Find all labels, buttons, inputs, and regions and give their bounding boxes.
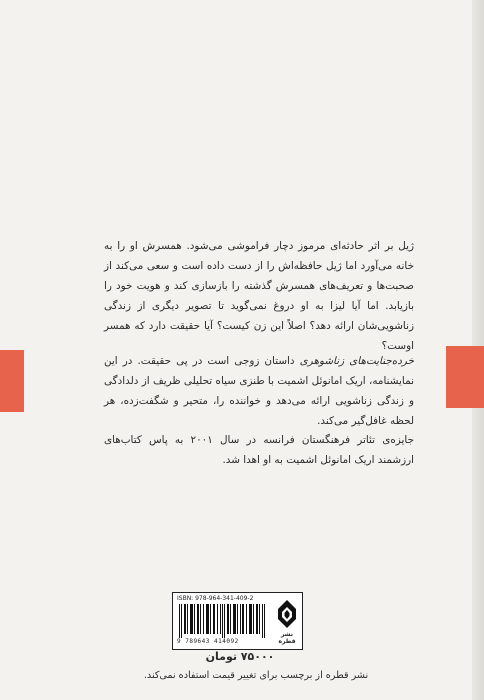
blurb-text-1: ژیل بر اثر حادثه‌ای مرموز دچار فراموشی می‌شود. همسرش او را به خانه می‌آورد اما ژیل حافظه‌اش را از دست داده است و سعی می‌کند از صحبت‌ها و تعریف‌های همسرش گذشته را بازسازی کند و هویت خود را بازیابد. اما آیا لیزا به او دروغ نمی‌گوید تا تصویر دیگری از زندگی زناشویی‌شان ارائه دهد؟ اصلاً این زن کیست؟ آیا حقیقت دارد که همسر اوست؟	[104, 240, 414, 352]
play-title: خرده‌جنایت‌های زناشوهری	[299, 355, 414, 367]
qatreh-publisher-logo-icon	[276, 599, 298, 629]
publisher-logo-panel	[272, 592, 303, 650]
barcode-panel	[172, 592, 274, 650]
blurb-text-3: جایزه‌ی تئاتر فرهنگستان فرانسه در سال ۲۰۰۱ به پاس کتاب‌های ارزشمند اریک امانوئل اشمیت به او اهدا شد.	[104, 434, 414, 466]
accent-band-left	[0, 350, 24, 412]
blurb-text-2	[104, 351, 414, 431]
blurb-paragraph-2	[104, 351, 414, 431]
blurb-paragraph-1	[104, 236, 414, 356]
blurb-paragraph-3	[104, 430, 414, 470]
barcode-number: 9 789643 414092	[177, 638, 239, 645]
price-label: ۷۵۰۰۰ تومان	[205, 650, 275, 663]
isbn-label: ISBN: 978-964-341-409-2	[177, 595, 254, 602]
blurb-text-2-rest: داستان زوجی است در پی حقیقت. در این نمایشنامه، اریک امانوئل اشمیت با طنزی سیاه تحلیلی ظریف از دلدادگی و زندگی زناشویی ارائه می‌دهد و خواننده را، متحیر و شگفت‌زده، هر لحظه غافل‌گیر می‌کند.	[104, 355, 414, 427]
price-sticker-note: نشر قطره از برچسب برای تغییر قیمت استفاده نمی‌کند.	[143, 670, 369, 681]
accent-band-right	[446, 346, 484, 408]
barcode-icon	[179, 604, 267, 638]
publisher-logo-label: نشر قطره	[278, 631, 296, 645]
